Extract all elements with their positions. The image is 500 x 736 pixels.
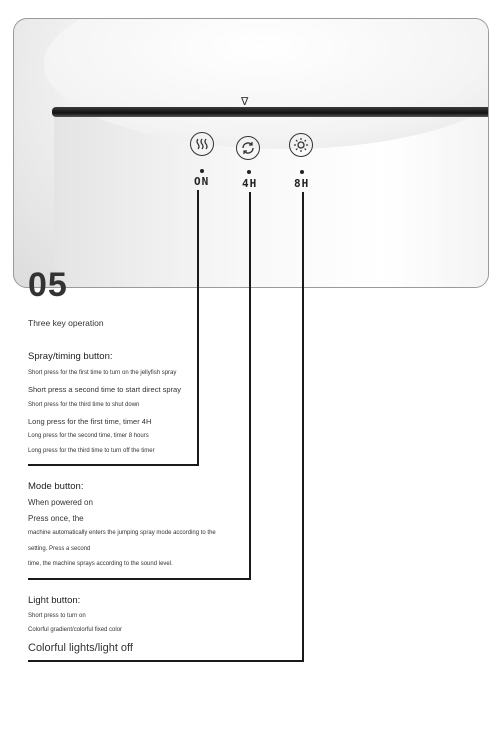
spray-timing-key[interactable] — [190, 132, 214, 156]
spray-line: Long press for the third time to turn off the timer — [28, 448, 155, 454]
connector-line-mode-bottom — [28, 578, 251, 580]
product-photo — [13, 18, 489, 288]
connector-line-spray-bottom — [28, 464, 199, 466]
light-key[interactable] — [289, 133, 313, 157]
light-title: Light button: — [28, 595, 81, 606]
spray-line: Short press for the third time to shut down — [28, 402, 140, 408]
indicator-dot — [300, 170, 304, 174]
marker-triangle: ∇ — [241, 96, 249, 108]
mode-line: setting. Press a second — [28, 546, 91, 552]
key-label-8h: 8H — [294, 177, 310, 190]
connector-line-light — [302, 192, 304, 661]
timer-cycle-icon — [240, 140, 256, 156]
sun-light-icon — [293, 137, 309, 153]
key-label-on: ON — [194, 175, 210, 188]
mode-line: Press once, the — [28, 514, 84, 523]
spray-line: Long press for the first time, timer 4H — [28, 417, 152, 426]
mode-line: When powered on — [28, 498, 93, 507]
mode-line: time, the machine sprays according to the sound level. — [28, 561, 173, 567]
mode-line: machine automatically enters the jumping spray mode according to the — [28, 530, 216, 536]
connector-line-light-bottom — [28, 660, 304, 662]
light-line: Colorful lights/light off — [28, 642, 133, 654]
device-dark-band — [52, 107, 489, 117]
indicator-dot — [200, 169, 204, 173]
spray-line: Short press a second time to start direct spray — [28, 385, 181, 394]
light-line: Colorful gradient/colorful fixed color — [28, 627, 123, 633]
indicator-dot — [247, 170, 251, 174]
connector-line-spray — [197, 190, 199, 465]
connector-line-mode — [249, 192, 251, 579]
section-number: 05 — [28, 266, 68, 304]
steam-waves-icon — [194, 136, 210, 152]
spray-title: Spray/timing button: — [28, 351, 113, 362]
key-label-4h: 4H — [242, 177, 258, 190]
mode-key[interactable] — [236, 136, 260, 160]
caption: Three key operation — [28, 318, 104, 328]
spray-line: Long press for the second time, timer 8 hours — [28, 433, 149, 439]
mode-title: Mode button: — [28, 481, 84, 492]
light-line: Short press to turn on — [28, 613, 86, 619]
spray-line: Short press for the first time to turn on the jellyfish spray — [28, 370, 177, 376]
